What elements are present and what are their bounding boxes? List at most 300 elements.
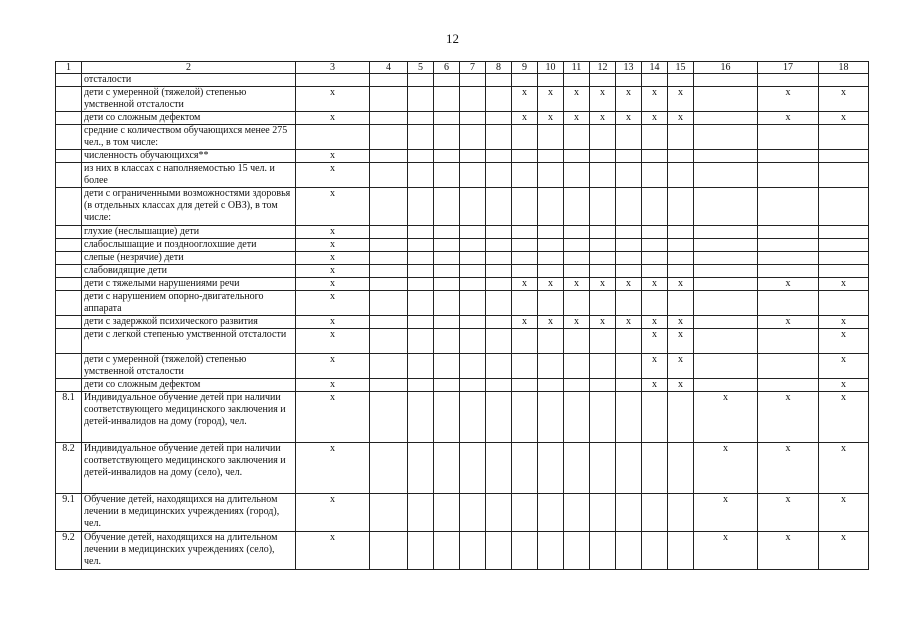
cell-col-6 [434, 87, 460, 112]
cell-col-3: x [296, 379, 370, 392]
cell-col-4 [370, 265, 408, 278]
row-label: дети с умеренной (тяжелой) степенью умственной отсталости [82, 354, 296, 379]
cell-col-15: x [668, 112, 694, 125]
cell-col-10 [538, 494, 564, 532]
column-header-16: 16 [694, 62, 758, 74]
cell-col-3: x [296, 291, 370, 316]
cell-col-15: x [668, 329, 694, 354]
row-number [56, 329, 82, 354]
cell-col-16: x [694, 392, 758, 443]
row-label: слабовидящие дети [82, 265, 296, 278]
cell-col-11 [564, 291, 590, 316]
cell-col-18: x [819, 494, 869, 532]
cell-col-9: x [512, 112, 538, 125]
cell-col-4 [370, 188, 408, 226]
cell-col-8 [486, 354, 512, 379]
column-header-17: 17 [758, 62, 819, 74]
row-number [56, 291, 82, 316]
cell-col-8 [486, 532, 512, 570]
row-label: дети с ограниченными возможностями здоровья (в отдельных классах для детей с ОВЗ), в том числе: [82, 188, 296, 226]
cell-col-5 [408, 125, 434, 150]
cell-col-11: x [564, 87, 590, 112]
row-number [56, 226, 82, 239]
cell-col-7 [460, 329, 486, 354]
cell-col-18: x [819, 329, 869, 354]
cell-col-16 [694, 329, 758, 354]
table-row [56, 329, 869, 354]
cell-col-17: x [758, 278, 819, 291]
cell-col-10 [538, 443, 564, 494]
table-row [56, 150, 869, 163]
cell-col-17: x [758, 532, 819, 570]
cell-col-8 [486, 265, 512, 278]
row-number [56, 316, 82, 329]
cell-col-3: x [296, 494, 370, 532]
cell-col-7 [460, 443, 486, 494]
cell-col-17 [758, 74, 819, 87]
cell-col-7 [460, 125, 486, 150]
cell-col-11 [564, 125, 590, 150]
cell-col-8 [486, 291, 512, 316]
cell-col-17: x [758, 494, 819, 532]
cell-col-15 [668, 443, 694, 494]
row-label: слабослышащие и позднооглохшие дети [82, 239, 296, 252]
cell-col-8 [486, 163, 512, 188]
cell-col-11 [564, 163, 590, 188]
cell-col-13 [616, 354, 642, 379]
cell-col-16 [694, 112, 758, 125]
cell-col-17 [758, 150, 819, 163]
cell-col-17: x [758, 392, 819, 443]
cell-col-10 [538, 379, 564, 392]
cell-col-4 [370, 392, 408, 443]
row-label: дети с тяжелыми нарушениями речи [82, 278, 296, 291]
cell-col-3: x [296, 443, 370, 494]
cell-col-3 [296, 74, 370, 87]
cell-col-15 [668, 163, 694, 188]
cell-col-9: x [512, 87, 538, 112]
cell-col-8 [486, 188, 512, 226]
cell-col-3: x [296, 532, 370, 570]
cell-col-3: x [296, 329, 370, 354]
cell-col-16: x [694, 494, 758, 532]
cell-col-7 [460, 226, 486, 239]
column-header-15: 15 [668, 62, 694, 74]
cell-col-16 [694, 226, 758, 239]
cell-col-15: x [668, 379, 694, 392]
cell-col-7 [460, 379, 486, 392]
cell-col-15 [668, 265, 694, 278]
cell-col-16 [694, 316, 758, 329]
column-header-6: 6 [434, 62, 460, 74]
table-row [56, 443, 869, 494]
cell-col-10 [538, 239, 564, 252]
table-row [56, 112, 869, 125]
cell-col-7 [460, 316, 486, 329]
cell-col-6 [434, 379, 460, 392]
cell-col-14 [642, 532, 668, 570]
cell-col-13 [616, 291, 642, 316]
cell-col-12 [590, 265, 616, 278]
cell-col-14 [642, 291, 668, 316]
cell-col-7 [460, 252, 486, 265]
cell-col-6 [434, 291, 460, 316]
cell-col-12 [590, 163, 616, 188]
cell-col-16 [694, 125, 758, 150]
cell-col-14: x [642, 87, 668, 112]
page-number: 12 [446, 31, 459, 46]
cell-col-14: x [642, 278, 668, 291]
cell-col-5 [408, 532, 434, 570]
cell-col-13 [616, 443, 642, 494]
cell-col-3: x [296, 265, 370, 278]
cell-col-14 [642, 494, 668, 532]
cell-col-14: x [642, 329, 668, 354]
cell-col-3: x [296, 239, 370, 252]
cell-col-18 [819, 291, 869, 316]
cell-col-12 [590, 354, 616, 379]
column-header-18: 18 [819, 62, 869, 74]
cell-col-12: x [590, 87, 616, 112]
cell-col-11 [564, 379, 590, 392]
cell-col-5 [408, 239, 434, 252]
cell-col-14 [642, 392, 668, 443]
column-header-13: 13 [616, 62, 642, 74]
column-header-1: 1 [56, 62, 82, 74]
row-label: дети с нарушением опорно-двигательного аппарата [82, 291, 296, 316]
cell-col-12: x [590, 278, 616, 291]
cell-col-16 [694, 239, 758, 252]
row-number: 8.1 [56, 392, 82, 443]
table-row [56, 532, 869, 570]
cell-col-15: x [668, 87, 694, 112]
row-label: дети со сложным дефектом [82, 112, 296, 125]
cell-col-18 [819, 226, 869, 239]
row-label: дети с умеренной (тяжелой) степенью умственной отсталости [82, 87, 296, 112]
cell-col-6 [434, 226, 460, 239]
table-header-row [56, 62, 869, 74]
cell-col-15 [668, 125, 694, 150]
cell-col-6 [434, 443, 460, 494]
column-header-2: 2 [82, 62, 296, 74]
table-row [56, 188, 869, 226]
row-number: 9.2 [56, 532, 82, 570]
row-label: из них в классах с наполняемостью 15 чел. и более [82, 163, 296, 188]
table-row [56, 316, 869, 329]
row-label: численность обучающихся** [82, 150, 296, 163]
cell-col-13 [616, 329, 642, 354]
cell-col-17 [758, 226, 819, 239]
cell-col-4 [370, 379, 408, 392]
table-row [56, 278, 869, 291]
cell-col-8 [486, 252, 512, 265]
cell-col-4 [370, 163, 408, 188]
cell-col-6 [434, 278, 460, 291]
cell-col-4 [370, 239, 408, 252]
cell-col-12 [590, 150, 616, 163]
cell-col-11 [564, 265, 590, 278]
cell-col-18 [819, 239, 869, 252]
cell-col-4 [370, 329, 408, 354]
cell-col-14: x [642, 112, 668, 125]
cell-col-9 [512, 239, 538, 252]
column-header-14: 14 [642, 62, 668, 74]
row-label: глухие (неслышащие) дети [82, 226, 296, 239]
row-number [56, 112, 82, 125]
column-header-8: 8 [486, 62, 512, 74]
row-number [56, 239, 82, 252]
cell-col-8 [486, 392, 512, 443]
row-label: средние с количеством обучающихся менее 275 чел., в том числе: [82, 125, 296, 150]
cell-col-7 [460, 188, 486, 226]
table-row [56, 125, 869, 150]
cell-col-6 [434, 239, 460, 252]
cell-col-7 [460, 150, 486, 163]
row-label: дети с задержкой психического развития [82, 316, 296, 329]
cell-col-13 [616, 163, 642, 188]
row-number [56, 265, 82, 278]
cell-col-18 [819, 188, 869, 226]
table-row [56, 252, 869, 265]
cell-col-4 [370, 125, 408, 150]
cell-col-5 [408, 74, 434, 87]
cell-col-14 [642, 226, 668, 239]
cell-col-14: x [642, 354, 668, 379]
row-label: дети со сложным дефектом [82, 379, 296, 392]
cell-col-9 [512, 532, 538, 570]
cell-col-11 [564, 150, 590, 163]
cell-col-9 [512, 329, 538, 354]
cell-col-5 [408, 112, 434, 125]
cell-col-9 [512, 252, 538, 265]
cell-col-9 [512, 291, 538, 316]
cell-col-16 [694, 252, 758, 265]
table-row [56, 163, 869, 188]
cell-col-14 [642, 252, 668, 265]
cell-col-14 [642, 239, 668, 252]
cell-col-17 [758, 379, 819, 392]
cell-col-11 [564, 532, 590, 570]
row-number [56, 278, 82, 291]
cell-col-4 [370, 278, 408, 291]
cell-col-7 [460, 291, 486, 316]
row-number [56, 252, 82, 265]
cell-col-11 [564, 354, 590, 379]
column-header-9: 9 [512, 62, 538, 74]
cell-col-8 [486, 226, 512, 239]
table-body [56, 74, 869, 570]
cell-col-8 [486, 278, 512, 291]
cell-col-18: x [819, 354, 869, 379]
table-row [56, 291, 869, 316]
cell-col-11 [564, 188, 590, 226]
cell-col-14: x [642, 379, 668, 392]
cell-col-8 [486, 379, 512, 392]
cell-col-13 [616, 125, 642, 150]
cell-col-8 [486, 125, 512, 150]
cell-col-18: x [819, 112, 869, 125]
cell-col-6 [434, 150, 460, 163]
cell-col-15 [668, 226, 694, 239]
cell-col-17 [758, 252, 819, 265]
cell-col-7 [460, 239, 486, 252]
cell-col-9 [512, 163, 538, 188]
row-label: отсталости [82, 74, 296, 87]
column-header-4: 4 [370, 62, 408, 74]
cell-col-18 [819, 150, 869, 163]
table-row [56, 392, 869, 443]
cell-col-3 [296, 125, 370, 150]
row-number [56, 163, 82, 188]
cell-col-17: x [758, 112, 819, 125]
cell-col-4 [370, 443, 408, 494]
table-row [56, 239, 869, 252]
cell-col-13 [616, 265, 642, 278]
cell-col-6 [434, 265, 460, 278]
cell-col-12 [590, 494, 616, 532]
cell-col-6 [434, 163, 460, 188]
row-number [56, 74, 82, 87]
cell-col-6 [434, 494, 460, 532]
cell-col-3: x [296, 354, 370, 379]
cell-col-13 [616, 532, 642, 570]
cell-col-14 [642, 150, 668, 163]
cell-col-12: x [590, 316, 616, 329]
cell-col-5 [408, 443, 434, 494]
cell-col-16 [694, 354, 758, 379]
cell-col-5 [408, 252, 434, 265]
cell-col-18: x [819, 532, 869, 570]
cell-col-15 [668, 392, 694, 443]
row-number [56, 87, 82, 112]
cell-col-15 [668, 188, 694, 226]
table-row [56, 74, 869, 87]
row-number [56, 379, 82, 392]
cell-col-12 [590, 329, 616, 354]
cell-col-5 [408, 278, 434, 291]
row-label: Обучение детей, находящихся на длительном лечении в медицинских учреждениях (город), чел. [82, 494, 296, 532]
cell-col-10 [538, 252, 564, 265]
row-label: слепые (незрячие) дети [82, 252, 296, 265]
cell-col-11 [564, 443, 590, 494]
cell-col-18: x [819, 316, 869, 329]
cell-col-7 [460, 163, 486, 188]
cell-col-4 [370, 316, 408, 329]
cell-col-10 [538, 354, 564, 379]
cell-col-5 [408, 329, 434, 354]
cell-col-10 [538, 226, 564, 239]
cell-col-4 [370, 74, 408, 87]
cell-col-18 [819, 74, 869, 87]
cell-col-13 [616, 188, 642, 226]
cell-col-16 [694, 163, 758, 188]
cell-col-7 [460, 112, 486, 125]
table-row [56, 87, 869, 112]
cell-col-3: x [296, 150, 370, 163]
cell-col-5 [408, 494, 434, 532]
cell-col-3: x [296, 112, 370, 125]
cell-col-11 [564, 252, 590, 265]
cell-col-18 [819, 252, 869, 265]
cell-col-17 [758, 188, 819, 226]
cell-col-6 [434, 125, 460, 150]
cell-col-5 [408, 150, 434, 163]
cell-col-4 [370, 112, 408, 125]
cell-col-6 [434, 329, 460, 354]
cell-col-10 [538, 74, 564, 87]
cell-col-8 [486, 316, 512, 329]
cell-col-10 [538, 532, 564, 570]
cell-col-18: x [819, 392, 869, 443]
cell-col-8 [486, 239, 512, 252]
cell-col-17 [758, 329, 819, 354]
cell-col-14 [642, 265, 668, 278]
cell-col-12 [590, 532, 616, 570]
cell-col-17 [758, 291, 819, 316]
cell-col-10: x [538, 278, 564, 291]
cell-col-16 [694, 87, 758, 112]
cell-col-17: x [758, 316, 819, 329]
row-label: дети с легкой степенью умственной отсталости [82, 329, 296, 354]
cell-col-4 [370, 226, 408, 239]
cell-col-17: x [758, 443, 819, 494]
cell-col-10 [538, 163, 564, 188]
cell-col-15 [668, 532, 694, 570]
cell-col-13: x [616, 112, 642, 125]
cell-col-18 [819, 125, 869, 150]
cell-col-14 [642, 188, 668, 226]
cell-col-9 [512, 188, 538, 226]
cell-col-18 [819, 163, 869, 188]
cell-col-10 [538, 329, 564, 354]
row-label: Обучение детей, находящихся на длительном лечении в медицинских учреждениях (село), чел. [82, 532, 296, 570]
cell-col-13: x [616, 278, 642, 291]
cell-col-8 [486, 87, 512, 112]
cell-col-3: x [296, 163, 370, 188]
cell-col-4 [370, 494, 408, 532]
cell-col-12: x [590, 112, 616, 125]
cell-col-5 [408, 163, 434, 188]
cell-col-5 [408, 354, 434, 379]
cell-col-16 [694, 74, 758, 87]
table-row [56, 265, 869, 278]
row-number [56, 125, 82, 150]
cell-col-3: x [296, 252, 370, 265]
cell-col-4 [370, 291, 408, 316]
cell-col-3: x [296, 87, 370, 112]
column-header-5: 5 [408, 62, 434, 74]
cell-col-13: x [616, 87, 642, 112]
cell-col-4 [370, 532, 408, 570]
cell-col-13 [616, 150, 642, 163]
cell-col-9 [512, 150, 538, 163]
cell-col-13 [616, 239, 642, 252]
cell-col-8 [486, 150, 512, 163]
cell-col-7 [460, 74, 486, 87]
cell-col-15 [668, 150, 694, 163]
cell-col-6 [434, 74, 460, 87]
cell-col-5 [408, 392, 434, 443]
table-row [56, 379, 869, 392]
cell-col-10 [538, 265, 564, 278]
cell-col-16 [694, 265, 758, 278]
cell-col-14 [642, 125, 668, 150]
cell-col-5 [408, 188, 434, 226]
cell-col-5 [408, 87, 434, 112]
cell-col-15: x [668, 316, 694, 329]
cell-col-17 [758, 125, 819, 150]
cell-col-14 [642, 163, 668, 188]
